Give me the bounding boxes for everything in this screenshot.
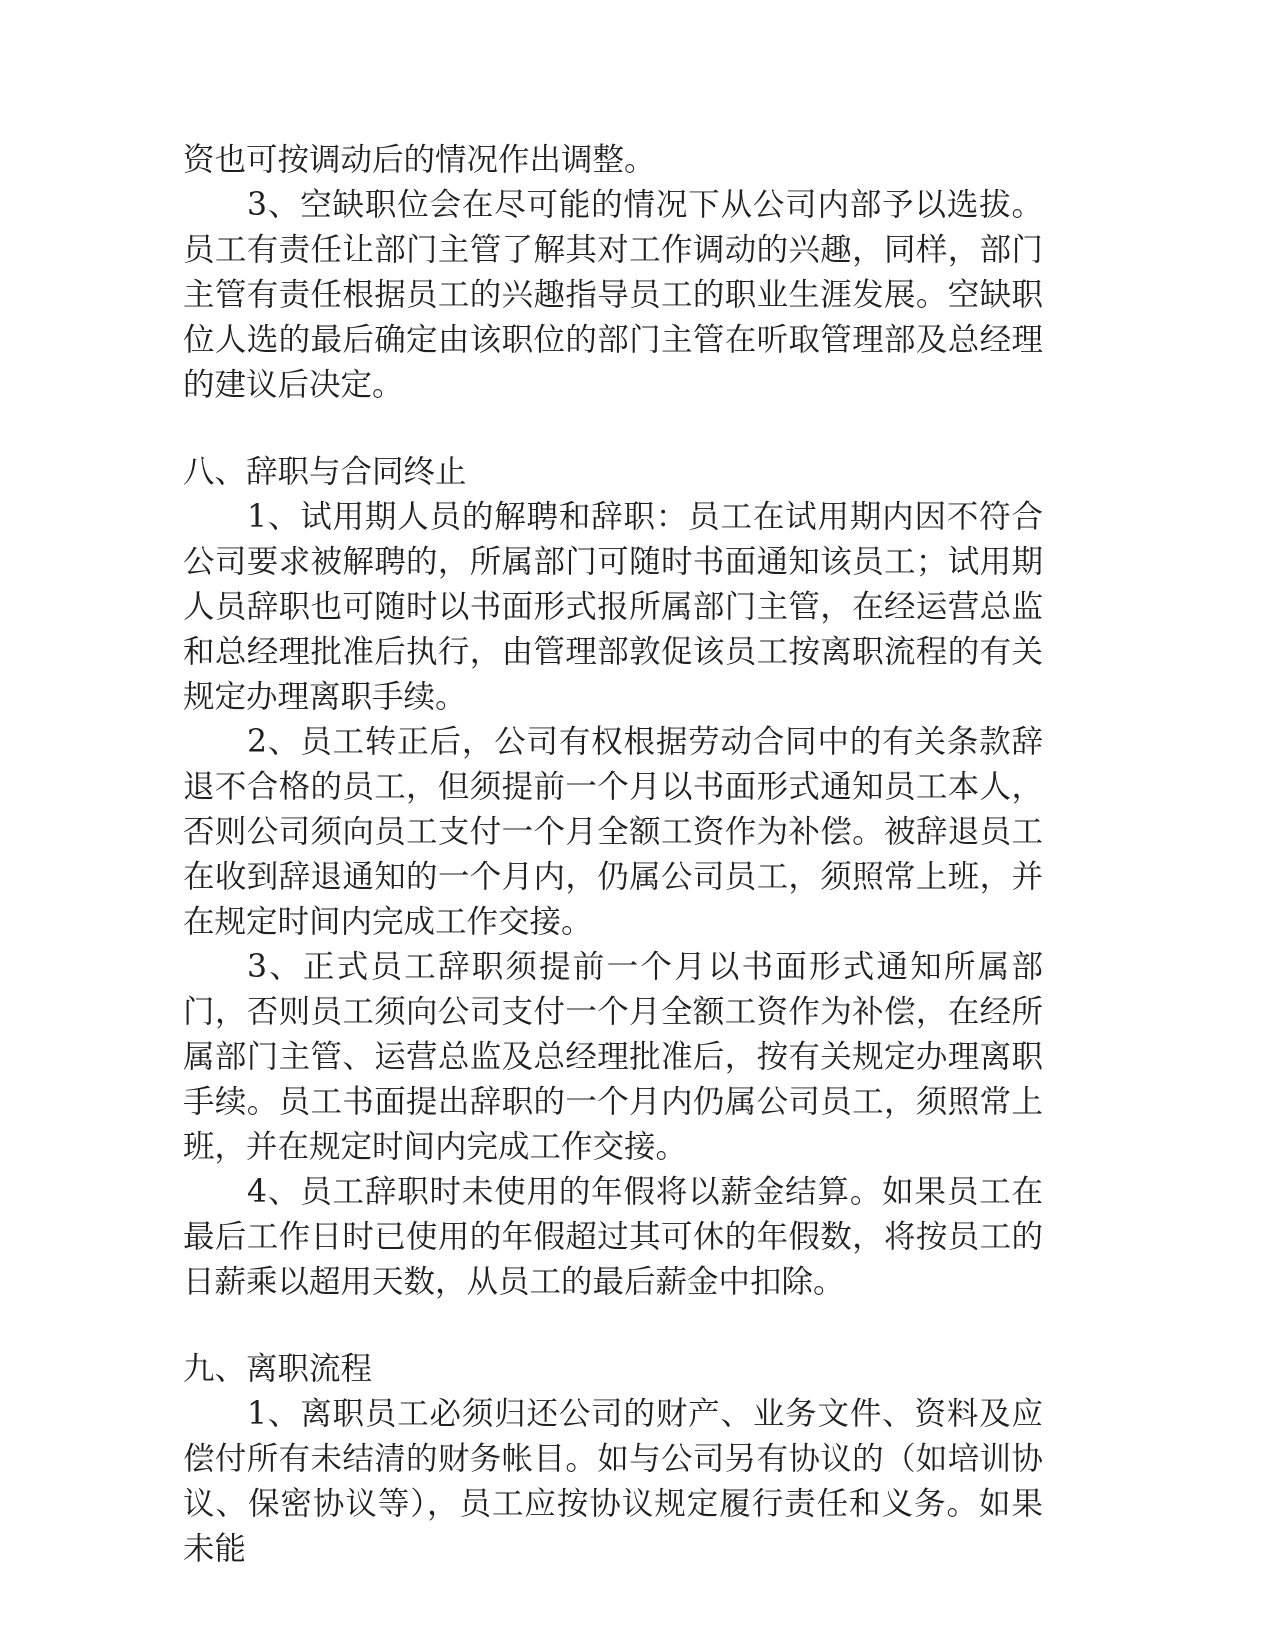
paragraph-vacancy-selection: 3、空缺职位会在尽可能的情况下从公司内部予以选拔。员工有责任让部门主管了解其对工作调动的兴趣，同样，部门主管有责任根据员工的兴趣指导员工的职业生涯发展。空缺职位人选的最后确定由该职位的部门主管在听取管理部及总经理的建议后决定。 — [183, 187, 1043, 403]
section-heading-departure-process: 九、离职流程 — [183, 1351, 373, 1387]
section-gap — [183, 408, 1043, 450]
document-page — [183, 138, 1043, 1572]
paragraph-formal-resignation: 3、正式员工辞职须提前一个月以书面形式通知所属部门，否则员工须向公司支付一个月全额工资作为补偿，在经所属部门主管、运营总监及总经理批准后，按有关规定办理离职手续。员工书面提出辞职的一个月内仍属公司员工，须照常上班，并在规定时间内完成工作交接。 — [183, 949, 1043, 1165]
paragraph-annual-leave-settlement: 4、员工辞职时未使用的年假将以薪金结算。如果员工在最后工作日时已使用的年假超过其可休的年假数，将按员工的日薪乘以超用天数，从员工的最后薪金中扣除。 — [183, 1174, 1043, 1300]
section-heading-resignation: 八、辞职与合同终止 — [183, 454, 467, 490]
paragraph-return-property: 1、离职员工必须归还公司的财产、业务文件、资料及应偿付所有未结清的财务帐目。如与公司另有协议的（如培训协议、保密协议等），员工应按协议规定履行责任和义务。如果未能 — [183, 1396, 1043, 1567]
section-gap — [183, 1305, 1043, 1347]
paragraph-continuation: 资也可按调动后的情况作出调整。 — [183, 142, 656, 178]
paragraph-probation-dismissal: 1、试用期人员的解聘和辞职：员工在试用期内因不符合公司要求被解聘的，所属部门可随时书面通知该员工；试用期人员辞职也可随时以书面形式报所属部门主管，在经运营总监和总经理批准后执行，由管理部敦促该员工按离职流程的有关规定办理离职手续。 — [183, 499, 1043, 715]
paragraph-dismissal-after-confirmation: 2、员工转正后，公司有权根据劳动合同中的有关条款辞退不合格的员工，但须提前一个月以书面形式通知员工本人，否则公司须向员工支付一个月全额工资作为补偿。被辞退员工在收到辞退通知的一个月内，仍属公司员工，须照常上班，并在规定时间内完成工作交接。 — [183, 724, 1043, 940]
